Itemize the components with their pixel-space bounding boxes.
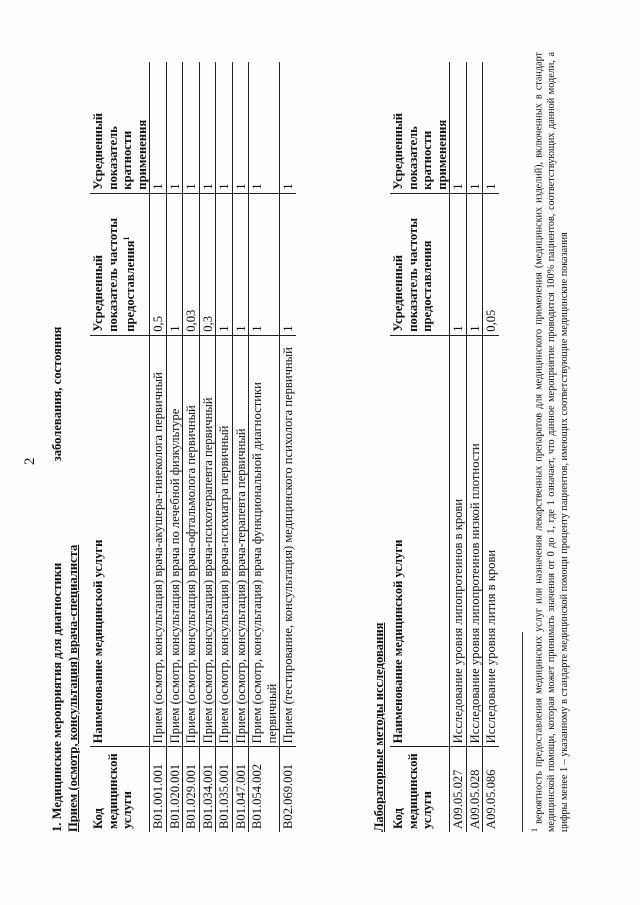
row-code: B01.047.001	[232, 747, 249, 832]
table-row	[166, 62, 183, 832]
specialist-table	[90, 62, 296, 832]
table-row	[249, 62, 280, 832]
table-header-row	[90, 62, 150, 832]
row-name: Прием (тестирование, консультация) медицинского психолога первичный	[280, 335, 296, 747]
row-freq: 0,03	[183, 193, 200, 335]
table-row	[216, 62, 233, 832]
table-row	[183, 62, 200, 832]
row-mult: 1	[216, 62, 233, 193]
row-code: B02.069.001	[280, 747, 296, 832]
row-code: A09.05.028	[466, 747, 483, 832]
header-name: Наименование медицинской услуги	[390, 335, 450, 747]
footnote-separator	[522, 632, 523, 832]
header-name: Наименование медицинской услуги	[90, 335, 150, 747]
row-name: Исследование уровня липопротеинов низкой плотности	[466, 335, 483, 747]
row-mult: 1	[483, 62, 499, 193]
section-title-part2: заболевания, состояния	[50, 326, 64, 462]
row-mult: 1	[199, 62, 216, 193]
row-mult: 1	[232, 62, 249, 193]
footnote-ref: 1	[122, 236, 131, 241]
row-mult: 1	[150, 62, 167, 193]
header-mult: Усредненный показатель кратности применения	[390, 62, 450, 193]
row-freq: 0,05	[483, 193, 499, 335]
row-name: Прием (осмотр, консультация) врача-офтальмолога первичный	[183, 335, 200, 747]
row-code: B01.035.001	[216, 747, 233, 832]
footnote-text: вероятность предоставления медицинских услуг или назначения лекарственных препаратов для медицинского применения (медицинских изделий), включенных в стандарт медицинской помощи, которая может принимать значения от 0 до 1, где 1 означает, что данное мероприятие проводится 100% пациентов, соответствующих данной модели, а цифры менее 1 – указанному в стандарте медицинской помощи проценту пациентов, имеющих соответствующие медицинские показания	[533, 51, 571, 832]
table-header-row	[390, 62, 450, 832]
table-row	[466, 62, 483, 832]
page-number: 2	[22, 457, 38, 465]
section-title	[50, 52, 65, 832]
row-freq: 1	[166, 193, 183, 335]
row-mult: 1	[450, 62, 467, 193]
row-code: A09.05.086	[483, 747, 499, 832]
subsection-specialist: Прием (осмотр, консультация) врача-специалиста	[66, 544, 80, 832]
header-mult: Усредненный показатель кратности применения	[90, 62, 150, 193]
row-name: Прием (осмотр, консультация) врача-психиатра первичный	[216, 335, 233, 747]
row-name: Прием (осмотр, консультация) врача-терапевта первичный	[232, 335, 249, 747]
row-name: Исследование уровня липопротеинов в крови	[450, 335, 467, 747]
row-code: B01.020.001	[166, 747, 183, 832]
header-code: Код медицинской услуги	[391, 753, 434, 829]
row-freq: 1	[216, 193, 233, 335]
row-name: Прием (осмотр, консультация) врача функциональной диагностики первичный	[249, 335, 280, 747]
row-code: B01.054.002	[249, 747, 280, 832]
table-row	[483, 62, 499, 832]
table-row	[199, 62, 216, 832]
row-mult: 1	[280, 62, 296, 193]
row-code: B01.029.001	[183, 747, 200, 832]
row-freq: 1	[249, 193, 280, 335]
footnote	[528, 52, 571, 832]
row-freq: 1	[232, 193, 249, 335]
header-freq: Усредненный показатель частоты предоставления	[390, 193, 450, 335]
header-code: Код медицинской услуги	[91, 753, 134, 829]
row-name: Прием (осмотр, консультация) врача-психотерапевта первичный	[199, 335, 216, 747]
row-name: Прием (осмотр, консультация) врача по лечебной физкультуре	[166, 335, 183, 747]
row-freq: 0,3	[199, 193, 216, 335]
row-freq: 1	[280, 193, 296, 335]
table-row	[150, 62, 167, 832]
table-row	[450, 62, 467, 832]
table-row	[280, 62, 296, 832]
row-mult: 1	[183, 62, 200, 193]
row-mult: 1	[249, 62, 280, 193]
row-freq: 1	[450, 193, 467, 335]
lab-table	[390, 62, 499, 832]
row-mult: 1	[466, 62, 483, 193]
row-name: Прием (осмотр, консультация) врача-акушера-гинеколога первичный	[150, 335, 167, 747]
row-code: B01.034.001	[199, 747, 216, 832]
row-name: Исследование уровня лития в крови	[483, 335, 499, 747]
header-freq-text: Усредненный показатель частоты предоставления	[91, 217, 138, 332]
table-row	[232, 62, 249, 832]
section-title-part1: 1. Медицинские мероприятия для диагностики	[50, 562, 64, 832]
row-freq: 1	[466, 193, 483, 335]
row-freq: 0,5	[150, 193, 167, 335]
header-freq	[90, 193, 150, 335]
row-code: B01.001.001	[150, 747, 167, 832]
row-code: A09.05.027	[450, 747, 467, 832]
footnote-mark: 1	[530, 828, 539, 832]
subsection-lab: Лабораторные методы исследования	[372, 622, 386, 832]
row-mult: 1	[166, 62, 183, 193]
